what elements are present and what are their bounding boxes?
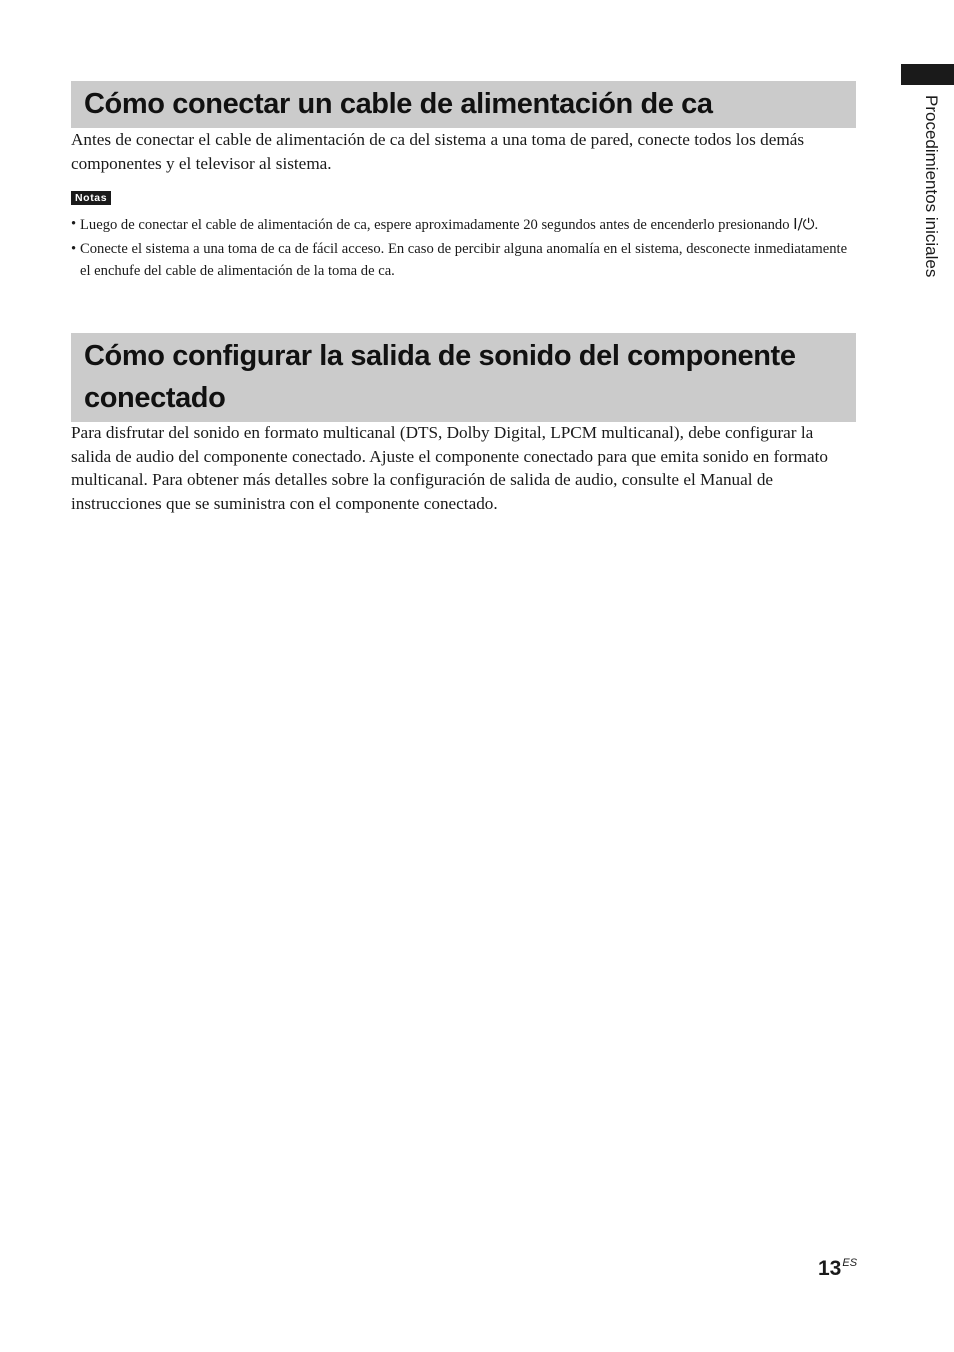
power-icon: I/⏻ — [793, 215, 815, 233]
note-text: Conecte el sistema a una toma de ca de fácil acceso. En caso de percibir alguna anomalía en el sistema, desconecte inmediatamente el enchufe del cable de alimentación de la toma de ca. — [80, 241, 848, 279]
bullet: • — [71, 241, 77, 257]
bullet: • — [71, 216, 77, 232]
intro-paragraph: Antes de conectar el cable de alimentación de ca del sistema a una toma de pared, conecte todos los demás componentes y el televisor al sistema. — [71, 130, 805, 173]
sound-config-paragraph: Para disfrutar del sonido en formato multicanal (DTS, Dolby Digital, LPCM multicanal), debe configurar la salida de audio del componente conectado. Ajuste el componente conectado para que emita sonido en formato multicanal. Para obtener más detalles sobre la configuración de salida de audio, consulte el Manual de instrucciones que se suministra con el componente conectado. — [71, 423, 828, 513]
note-item — [71, 213, 856, 236]
heading-connect-ac-cable: Cómo conectar un cable de alimentación de ca — [71, 81, 856, 128]
heading-line-2: conectado — [84, 382, 226, 415]
note-item — [71, 238, 856, 282]
page-number — [818, 1257, 857, 1281]
language-code: ES — [842, 1257, 858, 1269]
page-number-value: 13 — [818, 1257, 842, 1280]
notes-list — [71, 213, 856, 284]
section-tab-label: Procedimientos iniciales — [922, 95, 941, 278]
section-tab-marker — [901, 64, 954, 85]
note-suffix: . — [814, 217, 819, 233]
heading-line-1: Cómo configurar la salida de sonido del componente — [84, 340, 796, 373]
heading-configure-sound-output — [71, 333, 856, 422]
notes-badge: Notas — [71, 191, 111, 205]
note-text: Luego de conectar el cable de alimentación de ca, espere aproximadamente 20 segundos antes de encenderlo presionando — [80, 217, 794, 233]
